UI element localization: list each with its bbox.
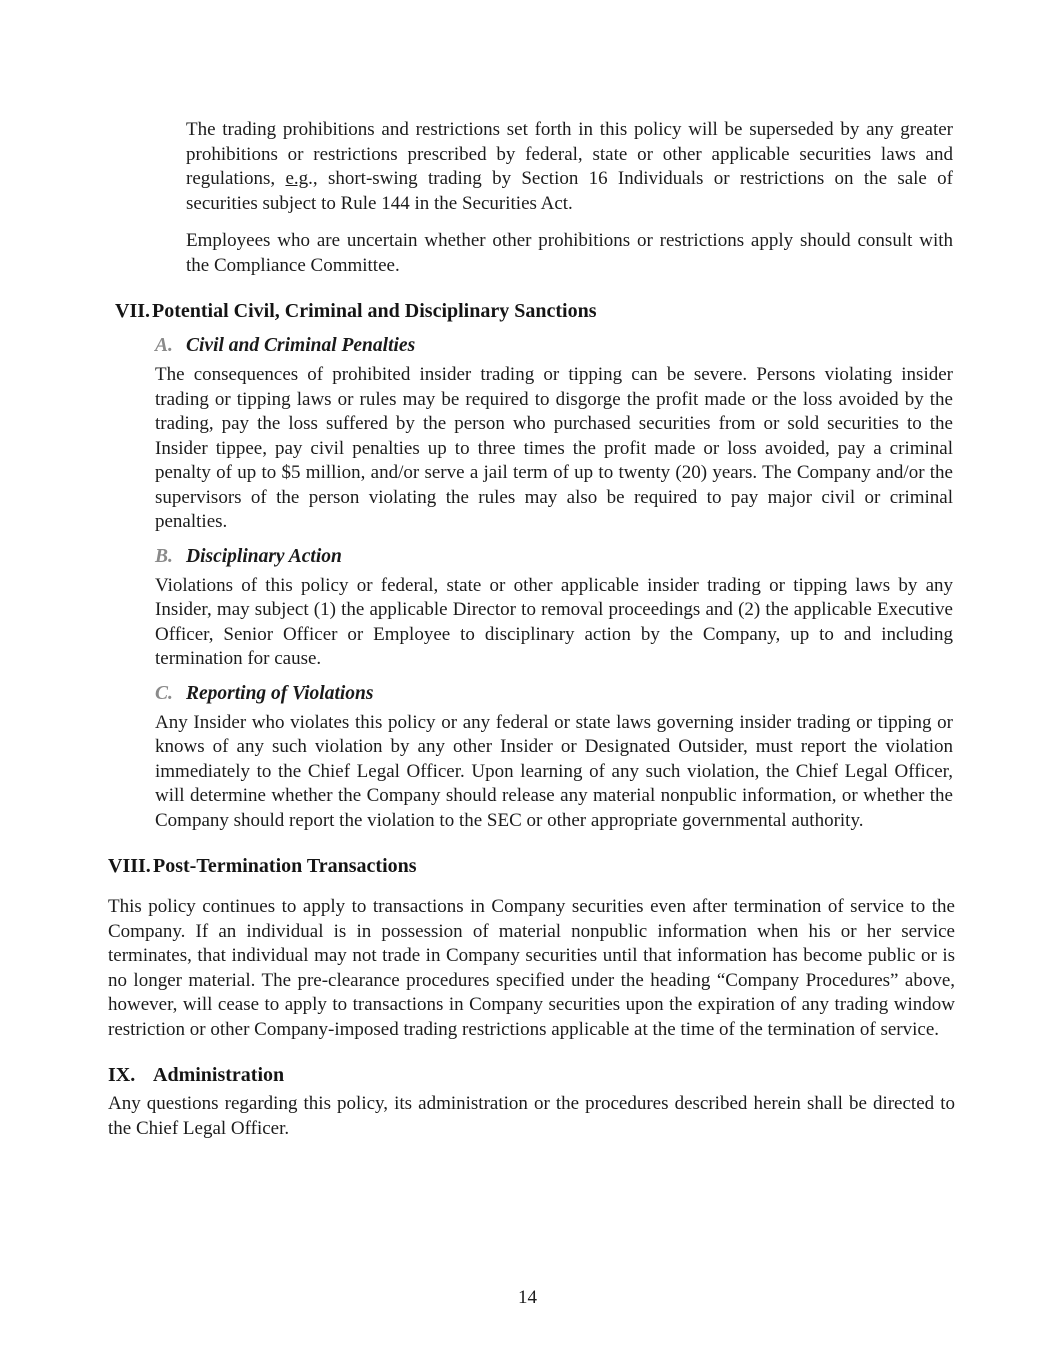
subsection-c <box>155 681 953 834</box>
subsection-c-paragraph: Any Insider who violates this policy or any federal or state laws governing insider trading or tipping or knows of any such violation by any other Insider or Designated Outsider, must report the violation immediately to the Chief Legal Officer. Upon learning of any such violation, the Chief Legal Officer, will determine whether the Company should release any material nonpublic information, or whether the Company should report the violation to the SEC or other appropriate governmental authority. <box>155 711 953 831</box>
subsection-c-title: Reporting of Violations <box>186 682 374 704</box>
section-viii-paragraph: This policy continues to apply to transactions in Company securities even after termination of service to the Company. If an individual is in possession of material nonpublic information when his or her service terminates, that individual may not trade in Company securities until that information has become public or is no longer material. The pre-clearance procedures specified under the heading “Company Procedures” above, however, will cease to apply to transactions in Company securities upon the expiration of any trading window restriction or other Company-imposed trading restrictions applicable at the time of the termination of service. <box>108 896 955 1040</box>
section-viii-title: Post-Termination Transactions <box>153 855 417 877</box>
subsection-a-paragraph: The consequences of prohibited insider trading or tipping can be severe. Persons violating insider trading or tipping laws or rules may be required to disgorge the profit made or the loss avoided by the trading, pay the loss suffered by the person who purchased securities from or sold securities to the Insider tippee, pay civil penalties up to three times the profit made or loss avoided, pay a criminal penalty of up to $5 million, and/or serve a jail term of up to twenty (20) years. The Company and/or the supervisors of the person violating the rules may also be required to pay major civil or criminal penalties. <box>155 364 953 532</box>
intro-p1-underlined-term: e.g <box>285 168 309 189</box>
section-vii-number: VII. <box>115 300 151 322</box>
section-vii-title: Potential Civil, Criminal and Disciplinary Sanctions <box>152 300 597 322</box>
section-ix-heading <box>108 1062 955 1088</box>
subsection-a-heading <box>155 333 953 359</box>
section-ix-title: Administration <box>153 1064 285 1086</box>
page-content <box>108 118 955 1141</box>
intro-block <box>186 118 953 278</box>
intro-p1-after: ., short-swing trading by Section 16 Individuals or restrictions on the sale of securities subject to Rule 144 in the Securities Act. <box>186 168 953 214</box>
subsection-a-title: Civil and Criminal Penalties <box>186 335 416 356</box>
subsection-c-heading <box>155 681 953 707</box>
intro-paragraph-1 <box>186 118 953 216</box>
intro-paragraph-2: Employees who are uncertain whether other prohibitions or restrictions apply should consult with the Compliance Committee. <box>186 230 953 276</box>
intro-p1-before: The trading prohibitions and restrictions set forth in this policy will be superseded by any greater prohibitions or restrictions prescribed by federal, state or other applicable securities laws and regulations, <box>186 119 953 189</box>
subsection-b-letter: B. <box>155 545 173 567</box>
page-number: 14 <box>518 1287 537 1308</box>
subsection-b-heading <box>155 544 953 570</box>
subsection-b-paragraph: Violations of this policy or federal, state or other applicable insider trading or tipping laws by any Insider, may subject (1) the applicable Director to removal proceedings and (2) the applicable Executive Officer, Senior Officer or Employee to disciplinary action by the Company, up to and including termination for cause. <box>155 574 953 669</box>
section-viii-number: VIII. <box>108 855 151 877</box>
subsection-c-letter: C. <box>155 682 173 704</box>
subsection-a <box>155 333 953 535</box>
subsection-b-title: Disciplinary Action <box>186 545 342 567</box>
section-ix-number: IX. <box>108 1064 136 1086</box>
subsection-a-letter: A. <box>155 335 173 356</box>
section-viii-heading <box>108 853 955 879</box>
section-ix-paragraph: Any questions regarding this policy, its administration or the procedures described herein shall be directed to the Chief Legal Officer. <box>108 1093 955 1139</box>
section-vii-heading <box>108 298 955 324</box>
subsection-b <box>155 544 953 672</box>
